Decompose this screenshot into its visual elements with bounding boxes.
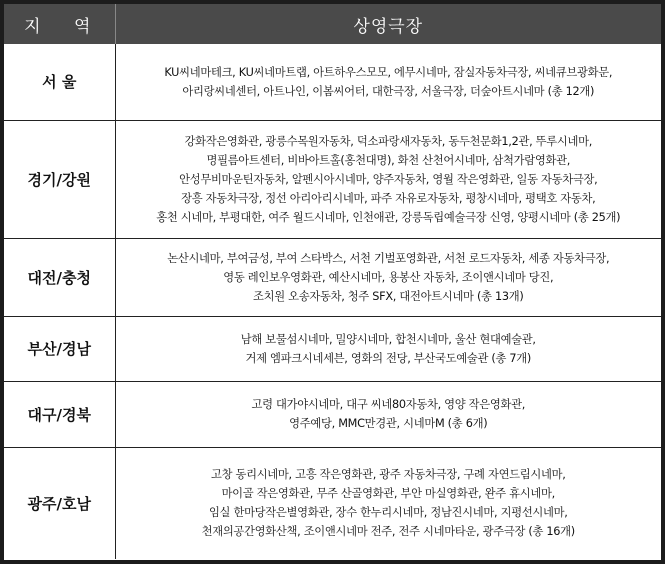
region-cell: 서 울 — [4, 44, 115, 120]
theater-list-cell — [115, 447, 661, 559]
theater-list-cell — [115, 238, 661, 316]
header-theaters: 상영극장 — [115, 4, 661, 44]
region-cell: 대전/충청 — [4, 238, 115, 316]
theater-line: 천재의공간영화산책, 조이앤시네마 전주, 전주 시네마타운, 광주극장 (총 16개) — [201, 525, 575, 539]
theater-line: 명필름아트센터, 비바아트홀(홍천대명), 화천 산천어시네마, 삼척가람영화관, — [206, 153, 571, 167]
theater-line: 영동 레인보우영화관, 예산시네마, 용봉산 자동차, 조이앤시네마 당진, — [223, 270, 554, 284]
theater-table-frame — [4, 4, 661, 560]
theater-line: 논산시네마, 부여금성, 부여 스타박스, 서천 기벌포영화관, 서천 로드자동차, 세종 자동차극장, — [167, 251, 610, 265]
theater-line: KU씨네마테크, KU씨네마트랩, 아트하우스모모, 에무시네마, 잠실자동차극장, 씨네큐브광화문, — [164, 65, 613, 79]
theater-line: 아리랑씨네센터, 아트나인, 이봄씨어터, 대한극장, 서울극장, 더숲아트시네마 (총 12개) — [182, 84, 595, 98]
theater-line: 남해 보물섬시네마, 밀양시네마, 합천시네마, 울산 현대예술관, — [240, 332, 536, 346]
region-cell: 광주/호남 — [4, 447, 115, 559]
theater-list-cell — [115, 381, 661, 447]
table-row — [4, 316, 661, 381]
table-row — [4, 238, 661, 316]
region-cell: 부산/경남 — [4, 316, 115, 381]
theater-line: 안성무비마운틴자동차, 알펜시아시네마, 양주자동차, 영월 작은영화관, 일동 자동차극장, — [179, 172, 598, 186]
header-region: 지 역 — [4, 4, 115, 44]
theater-line: 장흥 자동차극장, 정선 아리아리시네마, 파주 자유로자동차, 평창시네마, 평택호 자동차, — [181, 191, 596, 205]
table-row — [4, 381, 661, 447]
table-row — [4, 44, 661, 120]
theater-table — [4, 4, 661, 559]
theater-list-cell — [115, 120, 661, 238]
table-row — [4, 447, 661, 559]
theater-list-cell — [115, 44, 661, 120]
theater-line: 조치원 오송자동차, 청주 SFX, 대전아트시네마 (총 13개) — [253, 289, 524, 303]
theater-line: 고창 동리시네마, 고흥 작은영화관, 광주 자동차극장, 구례 자연드림시네마, — [210, 468, 566, 482]
theater-line: 고령 대가야시네마, 대구 씨네80자동차, 영양 작은영화관, — [251, 398, 526, 411]
region-cell: 대구/경북 — [4, 381, 115, 447]
theater-line: 임실 한마당작은별영화관, 장수 한누리시네마, 정남진시네마, 지평선시네마, — [208, 506, 568, 520]
theater-list-cell — [115, 316, 661, 381]
region-cell: 경기/강원 — [4, 120, 115, 238]
theater-line: 강화작은영화관, 광릉수목원자동차, 덕소파랑새자동차, 동두천문화1,2관, 뚜루시네마, — [184, 134, 593, 148]
theater-line: 마이골 작은영화관, 무주 산골영화관, 부안 마실영화관, 완주 휴시네마, — [221, 487, 555, 501]
theater-line: 거제 엠파크시네세븐, 영화의 전당, 부산국도예술관 (총 7개) — [245, 351, 532, 365]
table-header-row — [4, 4, 661, 44]
theater-line: 홍천 시네마, 부평대한, 여주 월드시네마, 인천애관, 강릉독립예술극장 신영, 양평시네마 (총 25개) — [156, 210, 621, 224]
table-row — [4, 120, 661, 238]
theater-line: 영주예당, MMC만경관, 시네마M (총 6개) — [289, 417, 488, 430]
